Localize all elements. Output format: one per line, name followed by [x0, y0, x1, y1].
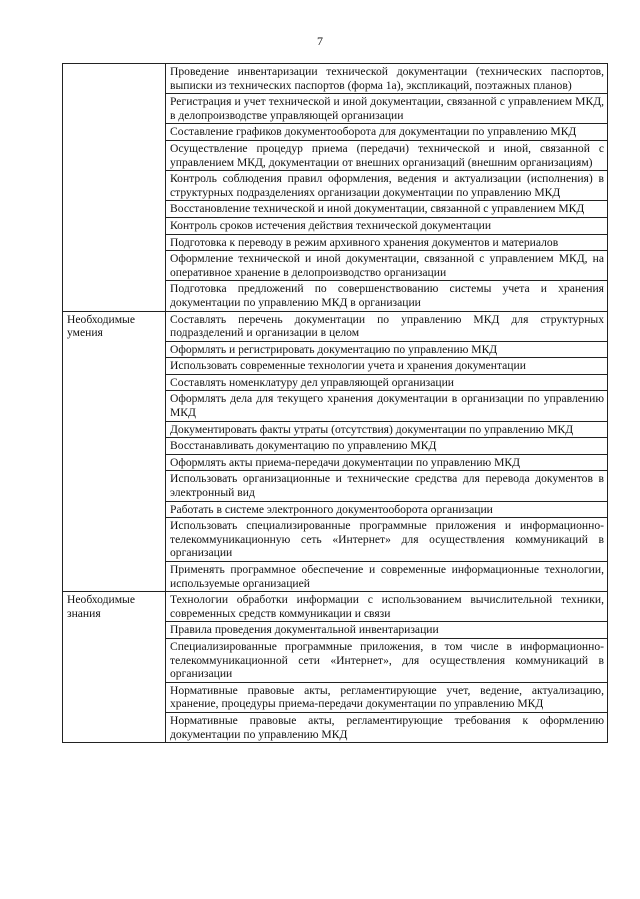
table-cell: Восстанавливать документацию по управлению МКД	[166, 438, 608, 455]
table-cell: Подготовка к переводу в режим архивного хранения документов и материалов	[166, 234, 608, 251]
table-row	[63, 64, 608, 94]
table-cell: Контроль соблюдения правил оформления, ведения и актуализации (исполнения) в структурных подразделениях организации документации по управлению МКД	[166, 171, 608, 201]
table-cell: Составлять перечень документации по управлению МКД для структурных подразделений и организации в целом	[166, 311, 608, 341]
page-number: 7	[317, 34, 323, 48]
section-label	[63, 64, 166, 312]
table-cell: Работать в системе электронного документооборота организации	[166, 501, 608, 518]
table-cell: Контроль сроков истечения действия технической документации	[166, 217, 608, 234]
table-cell: Документировать факты утраты (отсутствия) документации по управлению МКД	[166, 421, 608, 438]
table-cell: Применять программное обеспечение и современные информационные технологии, используемые организацией	[166, 562, 608, 592]
table-cell: Использовать современные технологии учета и хранения документации	[166, 358, 608, 375]
table-cell: Оформление технической и иной документации, связанной с управлением МКД, на оперативное хранение в делопроизводство организации	[166, 251, 608, 281]
table-cell: Нормативные правовые акты, регламентирующие требования к оформлению документации по управлению МКД	[166, 712, 608, 742]
table-cell: Проведение инвентаризации технической документации (технических паспортов, выписки из технических паспортов (форма 1а), экспликаций, поэтажных планов)	[166, 64, 608, 94]
section-label-skills: Необходимые умения	[63, 311, 166, 592]
table-cell: Восстановление технической и иной документации, связанной с управлением МКД	[166, 201, 608, 218]
table-cell: Составлять номенклатуру дел управляющей организации	[166, 374, 608, 391]
competency-table	[62, 63, 608, 743]
table-cell: Регистрация и учет технической и иной документации, связанной с управлением МКД, в делопроизводстве управляющей организации	[166, 94, 608, 124]
table-cell: Оформлять акты приема-передачи документации по управлению МКД	[166, 454, 608, 471]
table-cell: Нормативные правовые акты, регламентирующие учет, ведение, актуализацию, хранение, процедуры приема-передачи документации по управлению МКД	[166, 682, 608, 712]
table-cell: Специализированные программные приложения, в том числе в информационно-телекоммуникационной сети «Интернет», для осуществления коммуникаций в организации	[166, 638, 608, 682]
table-row	[63, 311, 608, 341]
section-label-knowledge: Необходимые знания	[63, 592, 166, 743]
table-cell: Осуществление процедур приема (передачи) технической и иной, связанной с управлением МКД, документации от внешних организаций (внешним организациям)	[166, 140, 608, 170]
table-cell: Использовать специализированные программные приложения и информационно-телекоммуникационную сеть «Интернет» для осуществления коммуникаций в организации	[166, 518, 608, 562]
table-cell: Составление графиков документооборота для документации по управлению МКД	[166, 124, 608, 141]
table-cell: Оформлять и регистрировать документацию по управлению МКД	[166, 341, 608, 358]
table-cell: Использовать организационные и технические средства для перевода документов в электронный вид	[166, 471, 608, 501]
table-row	[63, 592, 608, 622]
table-cell: Оформлять дела для текущего хранения документации в организации по управлению МКД	[166, 391, 608, 421]
table-cell: Подготовка предложений по совершенствованию системы учета и хранения документации по управлению МКД в организации	[166, 281, 608, 311]
table-cell: Технологии обработки информации с использованием вычислительной техники, современных средств коммуникации и связи	[166, 592, 608, 622]
table-cell: Правила проведения документальной инвентаризации	[166, 622, 608, 639]
